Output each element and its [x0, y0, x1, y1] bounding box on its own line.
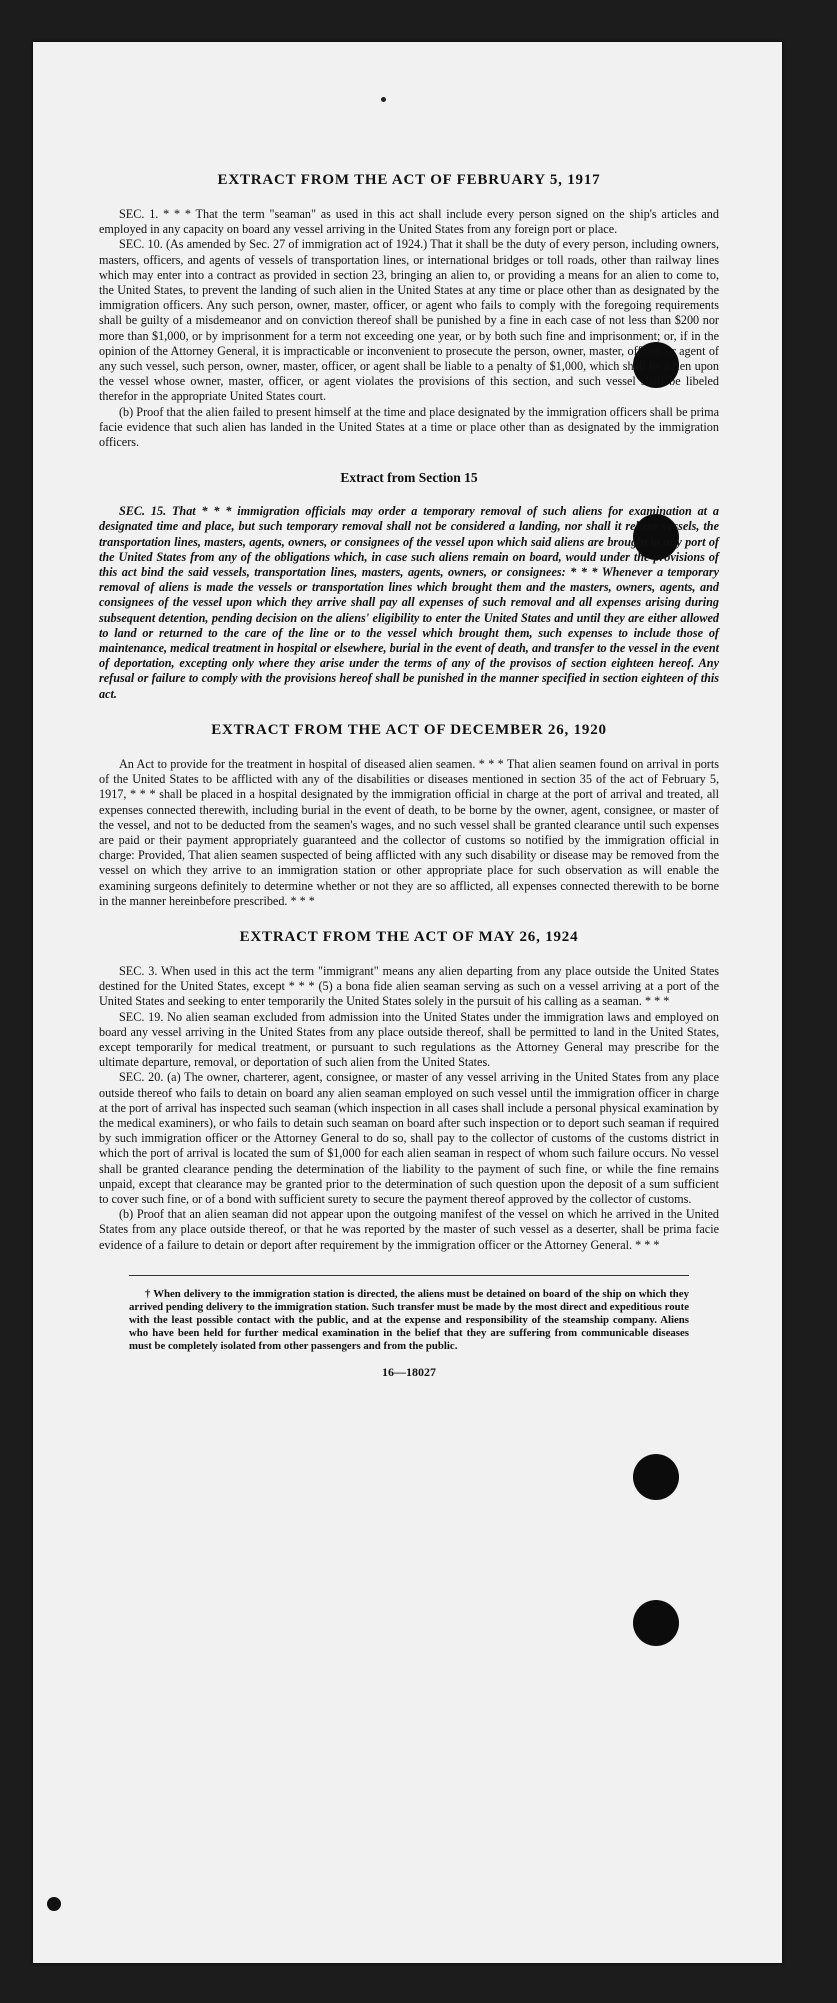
paragraph: (b) Proof that the alien failed to present himself at the time and place designated by the immigration officers shall be prima facie evidence that such alien has landed in the United States at a time or place other than as designated by the immigration officers.: [99, 404, 719, 450]
footnote: † When delivery to the immigration station is directed, the aliens must be detained on board of the ship on which they arrived pending delivery to the immigration station. Such transfer must be made by the most direct and expeditious route with the least possible contact with the public, and at the expense and responsibility of the steamship company. Aliens who have been held for further medical examination in the belief that they are suffering from communicable diseases must be completely isolated from other passengers and from the public.: [129, 1287, 689, 1352]
paragraph: SEC. 19. No alien seaman excluded from admission into the United States under the immigration laws and employed on board any vessel arriving in the United States from any place outside thereof, shall be permitted to land in the United States, except temporarily for medical treatment, or pursuant to such regulations as the Attorney General may prescribe for the ultimate departure, removal, or deportation of such alien from the United States.: [99, 1009, 719, 1070]
section-title: Extract from Section 15: [340, 470, 478, 486]
paragraph: (b) Proof that an alien seaman did not appear upon the outgoing manifest of the vessel on which he arrived in the United States from any place outside thereof, or that he was reported by the master of such vessel as a deserter, shall be prima facie evidence of a failure to detain or deport after requirement by the immigration officer or the Attorney General. * * *: [99, 1207, 719, 1252]
footnote-divider: [129, 1275, 689, 1276]
ink-dot: [381, 97, 386, 102]
paragraph: SEC. 3. When used in this act the term "immigrant" means any alien departing from any place outside the United States destined for the United States, except * * * (5) a bona fide alien seaman serving as such on a vessel arriving at a port of the United States and seeking to enter temporarily the United States solely in the pursuit of his calling as a seaman. * * *: [99, 963, 719, 1009]
section-title: EXTRACT FROM THE ACT OF MAY 26, 1924: [239, 928, 579, 945]
punch-hole: [633, 1600, 679, 1646]
paragraph: SEC. 1. * * * That the term "seaman" as used in this act shall include every person signed on the ship's articles and employed in any capacity on board any vessel arriving in the United States from any foreign port or place.: [99, 207, 719, 237]
section-title: EXTRACT FROM THE ACT OF DECEMBER 26, 1920: [211, 721, 607, 738]
form-code: 16—18027: [382, 1364, 436, 1379]
paragraph: SEC. 20. (a) The owner, charterer, agent, consignee, or master of any vessel arriving in the United States from any place outside thereof who fails to detain on board any alien seaman employed on such vessel until the immigration officer in charge at the port of arrival has inspected such seaman (which inspection in all cases shall include a personal physical examination by the medical examiners), or who fails to detain such seaman on board after such inspection or to deport such seaman if required by such immigration officer or the Attorney General to do so, shall pay to the collector of customs of the customs district in which the port of arrival is located the sum of $1,000 for each alien seaman in respect of whom such failure occurs. No vessel shall be granted clearance pending the determination of the liability to the payment of such fine, or while the fine remains unpaid, except that clearance may be granted prior to the determination of such question upon the deposit of a sum sufficient to cover such fine, or of a bond with sufficient surety to secure the payment thereof approved by the collector of customs.: [99, 1070, 719, 1206]
section-title: EXTRACT FROM THE ACT OF FEBRUARY 5, 1917: [217, 172, 601, 188]
punch-hole: [633, 1454, 679, 1500]
paragraph: SEC. 15. That * * * immigration officials may order a temporary removal of such aliens for examination at a designated time and place, but such temporary removal shall not be considered a landing, nor shall it relieve vessels, the transportation lines, masters, agents, owners, or consignees of the vessel upon which said aliens are brought to any port of the United States from any of the obligations which, in case such aliens remain on board, would under the provisions of this act bind the said vessels, transportation lines, masters, agents, owners, or consignees: * * * Whenever a temporary removal of aliens is made the vessels or transportation lines which brought them and the masters, owners, agents, and consignees of the vessel upon which they arrive shall pay all expenses of such removal and all expenses arising during subsequent detention, pending decision on the aliens' eligibility to enter the United States and until they are either allowed to land or returned to the care of the line or to the vessel which brought them, such expenses to include those of maintenance, medical treatment in hospital or elsewhere, burial in the event of death, and transfer to the vessel in the event of deportation, excepting only where they arise under the terms of any of the provisos of section eighteen hereof. Any refusal or failure to comply with the provisions hereof shall be punished in the manner specified in section eighteen of this act.: [99, 504, 719, 701]
binding-mark: [47, 1897, 61, 1911]
paragraph: SEC. 10. (As amended by Sec. 27 of immigration act of 1924.) That it shall be the duty of every person, including owners, masters, officers, and agents of vessels of transportation lines, or international bridges or toll roads, other than railway lines which may enter into a contract as provided in section 23, bringing an alien to, or providing a means for an alien to come to, the United States, to prevent the landing of such alien in the United States at any time or place other than as designated by the immigration officers. Any such person, owner, master, officer, or agent who fails to comply with the foregoing requirements shall be guilty of a misdemeanor and on conviction thereof shall be punished by a fine in each case of not less than $200 nor more than $1,000, or by imprisonment for a term not exceeding one year, or by both such fine and imprisonment; or, if in the opinion of the Attorney General, it is impracticable or inconvenient to prosecute the person, owner, master, officer, or agent of any such vessel, such person, owner, master, officer, or agent shall be liable to a penalty of $1,000, which shall be a lien upon the vessel whose owner, master, officer, or agent violates the provisions of this section, and such vessel shall be libeled therefor in the appropriate United States court.: [99, 237, 719, 404]
document-body: [99, 172, 719, 1380]
document-page: [33, 42, 782, 1963]
paragraph: An Act to provide for the treatment in hospital of diseased alien seamen. * * * That alien seamen found on arrival in ports of the United States to be afflicted with any of the disabilities or diseases mentioned in section 35 of the act of February 5, 1917, * * * shall be placed in a hospital designated by the immigration official in charge at the port of arrival and treated, all expenses connected therewith, including burial in the event of death, to be borne by the owner, agent, consignee, or master of the vessel, and not to be deducted from the seamen's wages, and no such vessel shall be granted clearance until such expenses are paid or their payment appropriately guaranteed and the collector of customs so notified by the immigration official in charge: Provided, That alien seamen suspected of being afflicted with any such disability or disease may be removed from the vessel on which they arrive to an immigration station or other appropriate place for such observation as will enable the examining surgeons definitely to determine whether or not they are so afflicted, all expenses connected therewith to be borne in the manner hereinbefore prescribed. * * *: [99, 756, 719, 908]
